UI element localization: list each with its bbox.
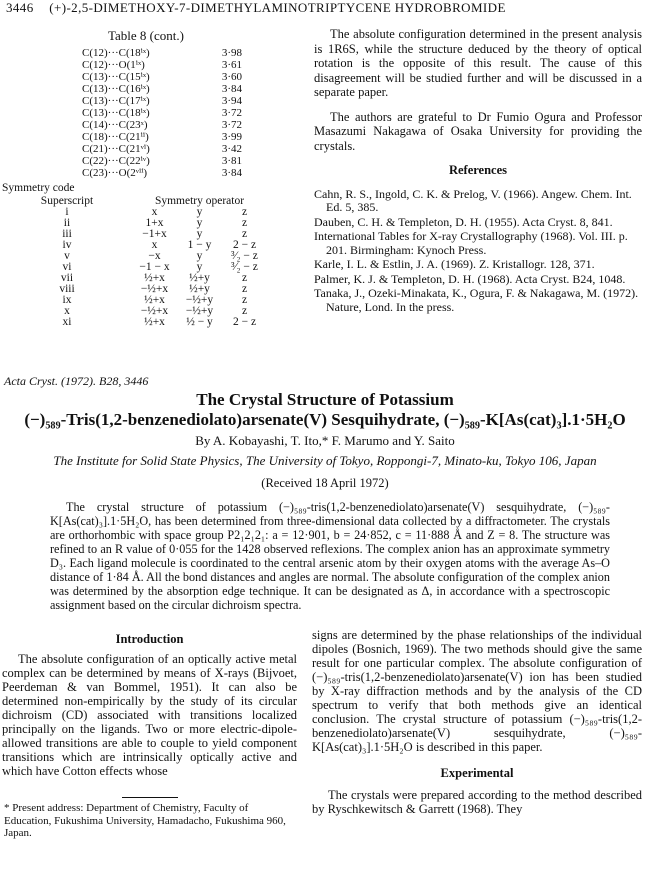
table-row — [2, 306, 267, 317]
symmetry-header — [2, 196, 267, 207]
op-z: z — [241, 305, 248, 317]
op-y: −½+y — [185, 294, 214, 306]
op-x: x — [151, 206, 158, 218]
operator-header: Symmetry operator — [154, 195, 245, 207]
superscript: ii — [63, 217, 71, 229]
symmetry-title: Symmetry code — [2, 182, 75, 194]
superscript: iv — [62, 239, 72, 251]
article-title-line2: (−)₅₈₉-Tris(1,2-benzenediolato)arsenate(V) Sesquihydrate, (−)₅₈₉-K[As(cat)₃].1·5H₂O — [24, 410, 626, 429]
footnote: * Present address: Department of Chemistry, Faculty of Education, Fukushima University, Hamadacho, Fukushima 960, Japan. — [4, 802, 286, 839]
atom-pair: C(13)···C(15ⁱˣ) — [82, 71, 150, 83]
op-x: ½+x — [144, 272, 165, 284]
reference-item: International Tables for X-ray Crystallography (1968). Vol. III. p. 201. Birmingham: Kynoch Press. — [314, 229, 628, 257]
atom-pair: C(23)···O(2ᵛⁱⁱ) — [82, 167, 148, 179]
op-y: −½+y — [185, 305, 214, 317]
table-row — [2, 317, 267, 328]
op-y: ½+y — [189, 272, 210, 284]
table-row — [2, 295, 267, 306]
distance-table — [82, 47, 242, 179]
op-z: z — [241, 206, 248, 218]
reference-item: Tanaka, J., Ozeki-Minakata, K., Ogura, F. & Nakagawa, M. (1972). Nature, Lond. In the press. — [314, 286, 639, 314]
op-z: z — [241, 228, 248, 240]
superscript: vii — [60, 272, 74, 284]
op-y: ½ − y — [186, 316, 213, 328]
table-row — [2, 273, 267, 284]
reference-item: Karle, I. L. & Estlin, J. A. (1969). Z. Kristallogr. 128, 371. — [314, 257, 595, 271]
article-title-line1: The Crystal Structure of Potassium — [196, 390, 454, 409]
op-y: ½+y — [189, 283, 210, 295]
table-row — [82, 47, 242, 59]
op-y: y — [196, 217, 203, 229]
table-row — [82, 95, 242, 107]
introduction-heading: Introduction — [115, 632, 184, 646]
table-row — [2, 284, 267, 295]
reference-item: Dauben, C. H. & Templeton, D. H. (1955). Acta Cryst. 8, 841. — [314, 214, 613, 229]
op-x: −½+x — [140, 305, 169, 317]
distance: 3·61 — [221, 59, 242, 71]
atom-pair: C(22)···C(22ⁱᵛ) — [82, 155, 150, 167]
distance: 3·72 — [221, 107, 242, 119]
table-row — [2, 240, 267, 251]
op-y: 1 − y — [187, 239, 212, 251]
op-z: 2 − z — [232, 239, 257, 251]
op-z: ³⁄₂ − z — [231, 261, 258, 273]
institution: The Institute for Solid State Physics, The University of Tokyo, Roppongi-7, Minato-ku, Tokyo 106, Japan — [53, 453, 597, 468]
op-x: ½+x — [144, 294, 165, 306]
superscript-header: Superscript — [40, 195, 94, 207]
distance: 3·84 — [221, 167, 242, 179]
right-column — [312, 628, 642, 816]
table-row — [2, 207, 267, 218]
conclusion-paragraph: The absolute configuration determined in the present analysis is 1R6S, while the structure deduced by the theory of optical rotation is the opposite of this result. The cause of this disagreement will be studied further and will be discussed in a separate paper. — [314, 27, 642, 99]
table-row — [82, 167, 242, 179]
table-row — [82, 71, 242, 83]
op-x: −1+x — [142, 228, 167, 240]
op-z: 2 − z — [232, 316, 257, 328]
op-y: y — [196, 250, 203, 262]
distance: 3·84 — [221, 83, 242, 95]
abstract — [50, 500, 610, 612]
atom-pair: C(12)···O(1ⁱˣ) — [82, 59, 145, 71]
atom-pair: C(21)···C(21ᵛⁱ) — [82, 143, 150, 155]
op-y: y — [196, 206, 203, 218]
atom-pair: C(18)···C(21ⁱⁱ) — [82, 131, 149, 143]
op-y: y — [196, 261, 203, 273]
superscript: v — [64, 250, 70, 262]
table-row — [2, 229, 267, 240]
reference-item: Cahn, R. S., Ingold, C. K. & Prelog, V. (1966). Angew. Chem. Int. Ed. 5, 385. — [314, 186, 632, 214]
distance: 3·42 — [221, 143, 242, 155]
acknowledgement-paragraph: The authors are grateful to Dr Fumio Ogura and Professor Masazumi Nakagawa of Osaka University for providing the crystals. — [314, 109, 642, 153]
op-z: z — [241, 272, 248, 284]
op-x: 1+x — [145, 217, 164, 229]
op-x: ½+x — [144, 316, 165, 328]
abstract-text: The crystal structure of potassium (−)₅₈₉-tris(1,2-benzenediolato)arsenate(V) sesquihydrate, (−)₅₈₉-K[As(cat)₃].1·5H₂O, has been determined from three-dimensional data collected by a diffractometer. The crystals are orthorhombic with space group P2₁2₁2₁: a = 12·901, b = 24·852, c = 11·888 Å and Z = 8. The structure was refined to an R value of 0·055 for the 1428 observed reflexions. The complex anion has an approximate symmetry D₃. Each ligand molecule is coordinated to the central arsenic atom by their oxygen atoms with the average As–O distance of 1·84 Å. All the bond distances and angles are normal. The absolute configuration of the complex anion was determined by the absorption edge technique. It can be designated as Δ, in accordance with a spectroscopic assignment based on the circular dichroism spectra. — [50, 500, 610, 612]
atom-pair: C(12)···C(18ⁱˣ) — [82, 47, 150, 59]
op-x: −1 − x — [139, 261, 170, 273]
atom-pair: C(14)···C(23ˣ) — [82, 119, 148, 131]
atom-pair: C(13)···C(16ⁱˣ) — [82, 83, 150, 95]
distance: 3·81 — [221, 155, 242, 167]
distance: 3·72 — [221, 119, 242, 131]
table-row — [82, 155, 242, 167]
reference-list — [314, 188, 642, 315]
superscript: x — [64, 305, 70, 317]
references-heading: References — [448, 163, 508, 177]
op-z: z — [241, 294, 248, 306]
introduction-continued: signs are determined by the phase relationships of the individual dipoles (Bosnich, 1969). The two methods should give the same result for one particular complex. The absolute configuration of (−)₅₈₉-tris(1,2-benzenediolato)arsenate(V) ion has been studied by X-ray diffraction methods and by the analysis of the CD spectrum to verify that both methods give an identical conclusion. The crystal structure of potassium (−)₅₈₉-tris(1,2-benzenediolato)arsenate(V) sesquihydrate, (−)₅₈₉-K[As(cat)₃].1·5H₂O is described in this paper. — [312, 628, 642, 754]
right-column-top — [314, 27, 642, 315]
table-row — [82, 119, 242, 131]
reference-item: Palmer, K. J. & Templeton, D. H. (1968). Acta Cryst. B24, 1048. — [314, 271, 626, 286]
distance: 3·98 — [221, 47, 242, 59]
superscript: ix — [62, 294, 72, 306]
op-y: y — [196, 228, 203, 240]
distance: 3·99 — [221, 131, 242, 143]
atom-pair: C(13)···C(18ⁱˣ) — [82, 107, 150, 119]
distance: 3·60 — [221, 71, 242, 83]
symmetry-code-table — [2, 183, 267, 328]
distance: 3·94 — [221, 95, 242, 107]
running-header — [6, 0, 506, 16]
op-z: z — [241, 283, 248, 295]
superscript: xi — [62, 316, 72, 328]
received-date: (Received 18 April 1972) — [261, 476, 389, 490]
introduction-text: The absolute configuration of an optically active metal complex can be determined by means of X-rays (Bijvoet, Peerdeman & van Bommel, 1951). It can also be determined non-empirically by the study of its circular dichroism (CD) associated with transitions localized principally on the ligands. Two or more electric-dipole-allowed transitions are able to couple to yield component transitions which are intrinsically optically active and which have Cotton effects whose — [2, 652, 297, 778]
authors: By A. Kobayashi, T. Ito,* F. Marumo and Y. Saito — [195, 433, 455, 448]
table-row — [2, 218, 267, 229]
superscript: vi — [62, 261, 72, 273]
table-row — [82, 143, 242, 155]
table-row — [2, 251, 267, 262]
table-row — [82, 59, 242, 71]
table-row — [82, 131, 242, 143]
op-z: ³⁄₂ − z — [231, 250, 258, 262]
superscript: i — [65, 206, 69, 218]
table8-title: Table 8 (cont.) — [108, 28, 184, 43]
op-x: x — [151, 239, 158, 251]
experimental-heading: Experimental — [440, 766, 514, 780]
op-z: z — [241, 217, 248, 229]
superscript: iii — [62, 228, 72, 240]
superscript: viii — [59, 283, 75, 295]
running-title: (+)-2,5-DIMETHOXY-7-DIMETHYLAMINOTRIPTYCENE HYDROBROMIDE — [49, 0, 506, 15]
op-x: −½+x — [140, 283, 169, 295]
left-column — [2, 632, 297, 778]
table-row — [82, 83, 242, 95]
page-number: 3446 — [6, 0, 34, 15]
footnote-divider — [122, 797, 178, 798]
op-x: −x — [148, 250, 161, 262]
journal-reference: Acta Cryst. (1972). B28, 3446 — [4, 374, 149, 388]
atom-pair: C(13)···C(17ⁱˣ) — [82, 95, 150, 107]
table-row — [82, 107, 242, 119]
experimental-text: The crystals were prepared according to the method described by Ryschkewitsch & Garrett (1968). They — [312, 788, 642, 816]
table-row — [2, 262, 267, 273]
